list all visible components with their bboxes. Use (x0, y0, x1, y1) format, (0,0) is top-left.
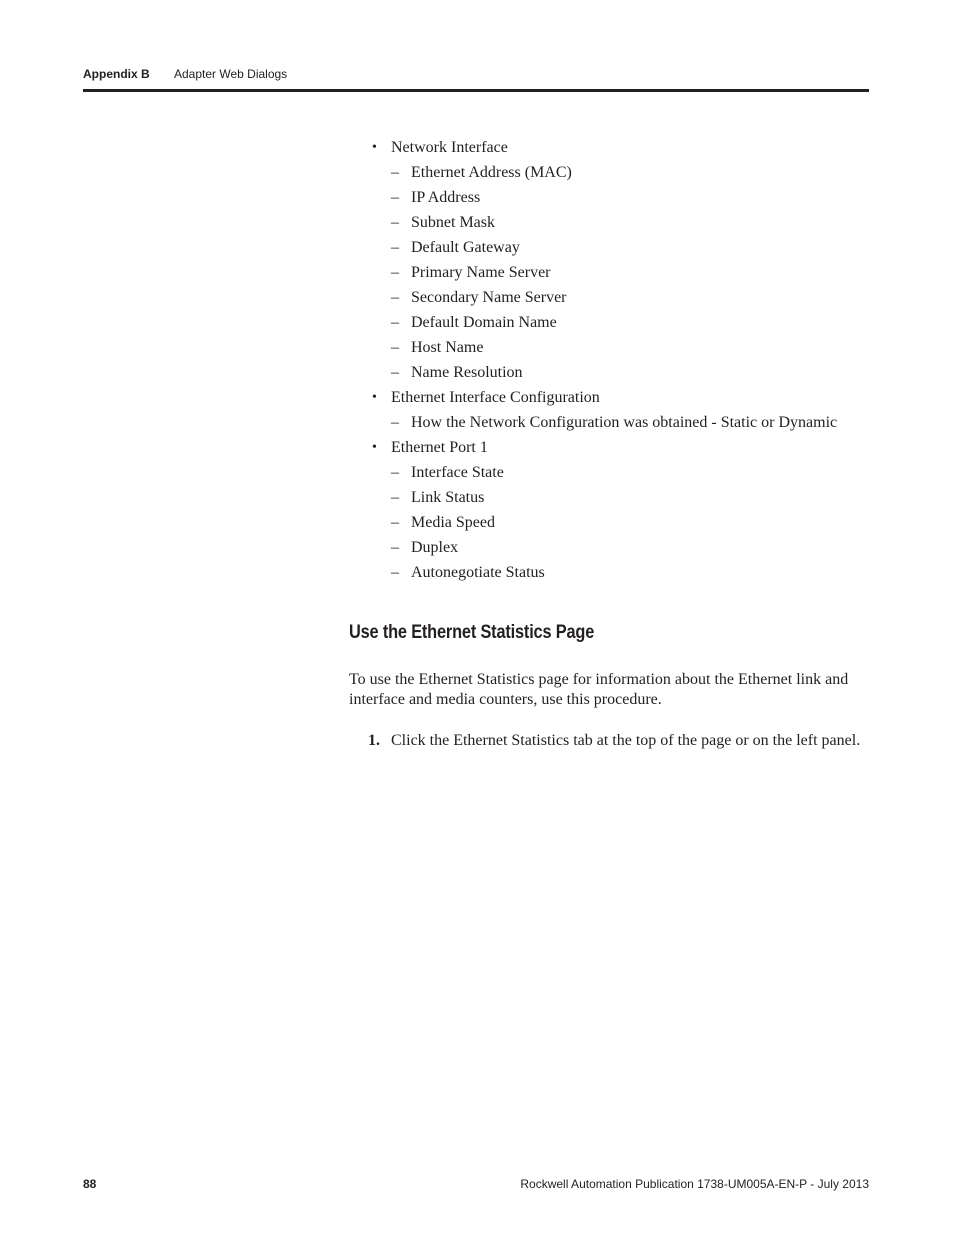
dash-icon: – (391, 339, 399, 356)
bullet-item (349, 435, 869, 585)
sub-item (391, 310, 869, 335)
sub-item-label: Media Speed (411, 514, 495, 531)
sub-item (391, 410, 869, 435)
dash-icon: – (391, 489, 399, 506)
bullet-label: Network Interface (391, 139, 508, 156)
sub-item-label: Default Domain Name (411, 314, 557, 331)
sub-item (391, 510, 869, 535)
sub-item-label: Primary Name Server (411, 264, 551, 281)
sub-item-label: Subnet Mask (411, 214, 495, 231)
running-header (83, 66, 869, 82)
section-heading: Use the Ethernet Statistics Page (349, 622, 595, 643)
bullet-item (349, 385, 869, 435)
sub-item-label: Duplex (411, 539, 459, 556)
sub-item (391, 485, 869, 510)
dash-icon: – (391, 214, 399, 231)
sub-list (391, 410, 869, 435)
sub-item (391, 260, 869, 285)
sub-item (391, 235, 869, 260)
dash-icon: – (391, 264, 399, 281)
dash-icon: – (391, 164, 399, 181)
bullet-item (349, 135, 869, 385)
page-number: 88 (83, 1177, 97, 1191)
dash-icon: – (391, 189, 399, 206)
dash-icon: – (391, 539, 399, 556)
dash-icon: – (391, 414, 399, 431)
dash-icon: – (391, 289, 399, 306)
bullet-list (349, 135, 869, 585)
sub-item-label: Link Status (411, 489, 485, 506)
sub-item (391, 360, 869, 385)
sub-item (391, 185, 869, 210)
header-rule (83, 89, 869, 92)
sub-item (391, 160, 869, 185)
header-title: Adapter Web Dialogs (174, 67, 288, 81)
sub-item (391, 460, 869, 485)
bullet-label: Ethernet Port 1 (391, 439, 488, 456)
sub-list (391, 160, 869, 385)
step-number: 1. (368, 732, 380, 749)
bullet-label: Ethernet Interface Configuration (391, 389, 600, 406)
sub-item-label: Interface State (411, 464, 504, 481)
sub-item (391, 210, 869, 235)
sub-item-label: Default Gateway (411, 239, 520, 256)
sub-item (391, 560, 869, 585)
dash-icon: – (391, 564, 399, 581)
dash-icon: – (391, 314, 399, 331)
sub-item-label: Host Name (411, 339, 484, 356)
dash-icon: – (391, 239, 399, 256)
sub-item-label: Name Resolution (411, 364, 523, 381)
bullet-icon: • (372, 140, 377, 155)
bullet-icon: • (372, 440, 377, 455)
sub-item-label: Autonegotiate Status (411, 564, 545, 581)
sub-item (391, 535, 869, 560)
header-section: Appendix B (83, 67, 150, 81)
bullet-list-container (349, 135, 869, 585)
publication-info: Rockwell Automation Publication 1738-UM005A-EN-P - July 2013 (520, 1177, 869, 1191)
sub-item-label: Ethernet Address (MAC) (411, 164, 572, 181)
step-text: Click the Ethernet Statistics tab at the top of the page or on the left panel. (391, 732, 861, 749)
bullet-icon: • (372, 390, 377, 405)
dash-icon: – (391, 514, 399, 531)
sub-item (391, 285, 869, 310)
sub-item-label: IP Address (411, 189, 481, 206)
sub-item-label: How the Network Configuration was obtained - Static or Dynamic (411, 414, 838, 431)
sub-list (391, 460, 869, 585)
sub-item (391, 335, 869, 360)
dash-icon: – (391, 464, 399, 481)
dash-icon: – (391, 364, 399, 381)
sub-item-label: Secondary Name Server (411, 289, 567, 306)
intro-paragraph: To use the Ethernet Statistics page for information about the Ethernet link and interface and media counters, use this procedure. (349, 671, 849, 708)
